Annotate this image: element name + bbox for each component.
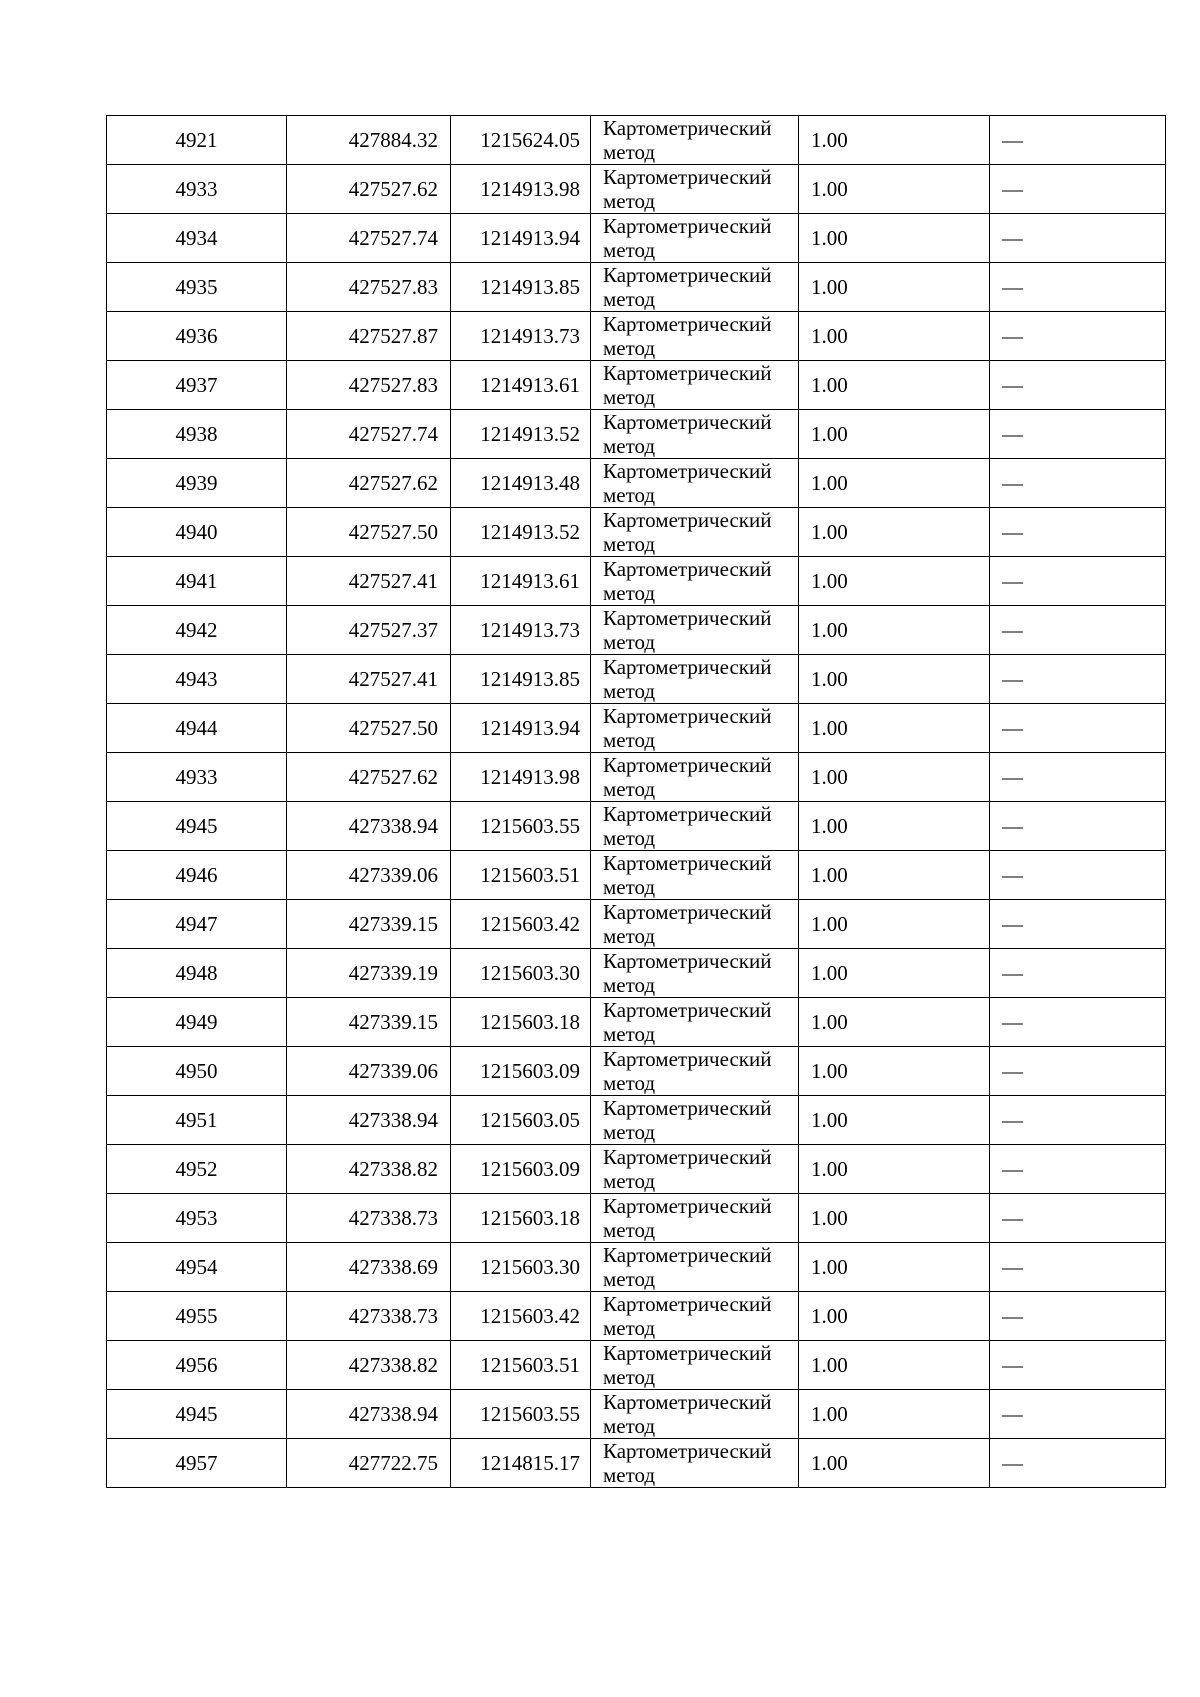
x-coordinate-cell: 427527.74 xyxy=(287,410,451,459)
point-number-cell: 4939 xyxy=(107,459,287,508)
table-row xyxy=(107,851,1166,900)
table-row xyxy=(107,116,1166,165)
table-row xyxy=(107,1292,1166,1341)
accuracy-cell: 1.00 xyxy=(799,606,990,655)
method-cell: Картометрический метод xyxy=(591,361,799,410)
method-cell: Картометрический метод xyxy=(591,606,799,655)
y-coordinate-cell: 1215603.51 xyxy=(451,1341,591,1390)
x-coordinate-cell: 427527.62 xyxy=(287,165,451,214)
table-row xyxy=(107,1390,1166,1439)
point-number-cell: 4956 xyxy=(107,1341,287,1390)
x-coordinate-cell: 427527.37 xyxy=(287,606,451,655)
table-row xyxy=(107,704,1166,753)
x-coordinate-cell: 427339.15 xyxy=(287,998,451,1047)
description-cell: — xyxy=(990,214,1166,263)
table-row xyxy=(107,1341,1166,1390)
point-number-cell: 4944 xyxy=(107,704,287,753)
accuracy-cell: 1.00 xyxy=(799,410,990,459)
point-number-cell: 4946 xyxy=(107,851,287,900)
description-cell: — xyxy=(990,949,1166,998)
y-coordinate-cell: 1215624.05 xyxy=(451,116,591,165)
table-row xyxy=(107,263,1166,312)
description-cell: — xyxy=(990,606,1166,655)
method-cell: Картометрический метод xyxy=(591,1390,799,1439)
x-coordinate-cell: 427527.41 xyxy=(287,557,451,606)
table-row xyxy=(107,998,1166,1047)
point-number-cell: 4936 xyxy=(107,312,287,361)
y-coordinate-cell: 1214913.52 xyxy=(451,508,591,557)
point-number-cell: 4953 xyxy=(107,1194,287,1243)
accuracy-cell: 1.00 xyxy=(799,557,990,606)
x-coordinate-cell: 427338.69 xyxy=(287,1243,451,1292)
y-coordinate-cell: 1215603.51 xyxy=(451,851,591,900)
method-cell: Картометрический метод xyxy=(591,1341,799,1390)
y-coordinate-cell: 1215603.30 xyxy=(451,1243,591,1292)
coordinates-table-body xyxy=(107,116,1166,1488)
method-cell: Картометрический метод xyxy=(591,998,799,1047)
method-cell: Картометрический метод xyxy=(591,900,799,949)
method-cell: Картометрический метод xyxy=(591,949,799,998)
point-number-cell: 4951 xyxy=(107,1096,287,1145)
description-cell: — xyxy=(990,1047,1166,1096)
x-coordinate-cell: 427527.83 xyxy=(287,263,451,312)
accuracy-cell: 1.00 xyxy=(799,1096,990,1145)
y-coordinate-cell: 1215603.55 xyxy=(451,1390,591,1439)
point-number-cell: 4943 xyxy=(107,655,287,704)
method-cell: Картометрический метод xyxy=(591,1096,799,1145)
point-number-cell: 4948 xyxy=(107,949,287,998)
table-row xyxy=(107,900,1166,949)
table-row xyxy=(107,508,1166,557)
x-coordinate-cell: 427527.41 xyxy=(287,655,451,704)
table-row xyxy=(107,1439,1166,1488)
x-coordinate-cell: 427527.62 xyxy=(287,753,451,802)
description-cell: — xyxy=(990,1243,1166,1292)
y-coordinate-cell: 1214913.61 xyxy=(451,361,591,410)
description-cell: — xyxy=(990,1390,1166,1439)
method-cell: Картометрический метод xyxy=(591,1194,799,1243)
accuracy-cell: 1.00 xyxy=(799,312,990,361)
y-coordinate-cell: 1215603.18 xyxy=(451,1194,591,1243)
accuracy-cell: 1.00 xyxy=(799,1145,990,1194)
x-coordinate-cell: 427338.73 xyxy=(287,1292,451,1341)
description-cell: — xyxy=(990,459,1166,508)
table-row xyxy=(107,557,1166,606)
point-number-cell: 4935 xyxy=(107,263,287,312)
accuracy-cell: 1.00 xyxy=(799,165,990,214)
table-row xyxy=(107,1145,1166,1194)
x-coordinate-cell: 427884.32 xyxy=(287,116,451,165)
method-cell: Картометрический метод xyxy=(591,165,799,214)
description-cell: — xyxy=(990,116,1166,165)
y-coordinate-cell: 1215603.18 xyxy=(451,998,591,1047)
description-cell: — xyxy=(990,508,1166,557)
y-coordinate-cell: 1214913.52 xyxy=(451,410,591,459)
description-cell: — xyxy=(990,704,1166,753)
point-number-cell: 4940 xyxy=(107,508,287,557)
point-number-cell: 4952 xyxy=(107,1145,287,1194)
y-coordinate-cell: 1215603.55 xyxy=(451,802,591,851)
description-cell: — xyxy=(990,802,1166,851)
y-coordinate-cell: 1214913.48 xyxy=(451,459,591,508)
accuracy-cell: 1.00 xyxy=(799,851,990,900)
description-cell: — xyxy=(990,1194,1166,1243)
y-coordinate-cell: 1214913.94 xyxy=(451,214,591,263)
y-coordinate-cell: 1214913.85 xyxy=(451,655,591,704)
x-coordinate-cell: 427338.94 xyxy=(287,1096,451,1145)
accuracy-cell: 1.00 xyxy=(799,655,990,704)
method-cell: Картометрический метод xyxy=(591,802,799,851)
coordinates-table xyxy=(106,115,1166,1488)
table-row xyxy=(107,753,1166,802)
description-cell: — xyxy=(990,1096,1166,1145)
point-number-cell: 4949 xyxy=(107,998,287,1047)
accuracy-cell: 1.00 xyxy=(799,508,990,557)
x-coordinate-cell: 427339.06 xyxy=(287,1047,451,1096)
table-row xyxy=(107,214,1166,263)
description-cell: — xyxy=(990,361,1166,410)
y-coordinate-cell: 1215603.42 xyxy=(451,900,591,949)
method-cell: Картометрический метод xyxy=(591,655,799,704)
method-cell: Картометрический метод xyxy=(591,704,799,753)
table-row xyxy=(107,1243,1166,1292)
y-coordinate-cell: 1214913.98 xyxy=(451,165,591,214)
method-cell: Картометрический метод xyxy=(591,116,799,165)
x-coordinate-cell: 427338.82 xyxy=(287,1341,451,1390)
table-row xyxy=(107,1047,1166,1096)
y-coordinate-cell: 1214913.98 xyxy=(451,753,591,802)
accuracy-cell: 1.00 xyxy=(799,1194,990,1243)
method-cell: Картометрический метод xyxy=(591,459,799,508)
point-number-cell: 4942 xyxy=(107,606,287,655)
description-cell: — xyxy=(990,312,1166,361)
method-cell: Картометрический метод xyxy=(591,1439,799,1488)
y-coordinate-cell: 1215603.09 xyxy=(451,1145,591,1194)
accuracy-cell: 1.00 xyxy=(799,1292,990,1341)
accuracy-cell: 1.00 xyxy=(799,1390,990,1439)
method-cell: Картометрический метод xyxy=(591,1145,799,1194)
x-coordinate-cell: 427338.94 xyxy=(287,802,451,851)
point-number-cell: 4934 xyxy=(107,214,287,263)
x-coordinate-cell: 427339.19 xyxy=(287,949,451,998)
accuracy-cell: 1.00 xyxy=(799,704,990,753)
point-number-cell: 4938 xyxy=(107,410,287,459)
description-cell: — xyxy=(990,851,1166,900)
y-coordinate-cell: 1215603.05 xyxy=(451,1096,591,1145)
x-coordinate-cell: 427527.83 xyxy=(287,361,451,410)
description-cell: — xyxy=(990,557,1166,606)
point-number-cell: 4945 xyxy=(107,802,287,851)
y-coordinate-cell: 1215603.42 xyxy=(451,1292,591,1341)
point-number-cell: 4957 xyxy=(107,1439,287,1488)
table-row xyxy=(107,361,1166,410)
accuracy-cell: 1.00 xyxy=(799,1243,990,1292)
y-coordinate-cell: 1215603.09 xyxy=(451,1047,591,1096)
accuracy-cell: 1.00 xyxy=(799,753,990,802)
method-cell: Картометрический метод xyxy=(591,851,799,900)
x-coordinate-cell: 427338.82 xyxy=(287,1145,451,1194)
description-cell: — xyxy=(990,1439,1166,1488)
method-cell: Картометрический метод xyxy=(591,753,799,802)
table-row xyxy=(107,312,1166,361)
x-coordinate-cell: 427527.87 xyxy=(287,312,451,361)
description-cell: — xyxy=(990,410,1166,459)
point-number-cell: 4954 xyxy=(107,1243,287,1292)
description-cell: — xyxy=(990,900,1166,949)
accuracy-cell: 1.00 xyxy=(799,1047,990,1096)
y-coordinate-cell: 1214913.94 xyxy=(451,704,591,753)
description-cell: — xyxy=(990,165,1166,214)
point-number-cell: 4947 xyxy=(107,900,287,949)
method-cell: Картометрический метод xyxy=(591,1243,799,1292)
table-row xyxy=(107,802,1166,851)
description-cell: — xyxy=(990,1145,1166,1194)
x-coordinate-cell: 427722.75 xyxy=(287,1439,451,1488)
x-coordinate-cell: 427527.50 xyxy=(287,704,451,753)
accuracy-cell: 1.00 xyxy=(799,802,990,851)
method-cell: Картометрический метод xyxy=(591,214,799,263)
method-cell: Картометрический метод xyxy=(591,508,799,557)
table-row xyxy=(107,165,1166,214)
accuracy-cell: 1.00 xyxy=(799,998,990,1047)
point-number-cell: 4955 xyxy=(107,1292,287,1341)
y-coordinate-cell: 1214913.61 xyxy=(451,557,591,606)
accuracy-cell: 1.00 xyxy=(799,1341,990,1390)
y-coordinate-cell: 1214913.73 xyxy=(451,312,591,361)
description-cell: — xyxy=(990,655,1166,704)
table-row xyxy=(107,606,1166,655)
point-number-cell: 4921 xyxy=(107,116,287,165)
method-cell: Картометрический метод xyxy=(591,1292,799,1341)
y-coordinate-cell: 1214913.85 xyxy=(451,263,591,312)
x-coordinate-cell: 427338.94 xyxy=(287,1390,451,1439)
table-row xyxy=(107,655,1166,704)
accuracy-cell: 1.00 xyxy=(799,263,990,312)
accuracy-cell: 1.00 xyxy=(799,1439,990,1488)
point-number-cell: 4937 xyxy=(107,361,287,410)
x-coordinate-cell: 427527.74 xyxy=(287,214,451,263)
method-cell: Картометрический метод xyxy=(591,312,799,361)
description-cell: — xyxy=(990,1341,1166,1390)
description-cell: — xyxy=(990,1292,1166,1341)
description-cell: — xyxy=(990,998,1166,1047)
y-coordinate-cell: 1214815.17 xyxy=(451,1439,591,1488)
point-number-cell: 4950 xyxy=(107,1047,287,1096)
point-number-cell: 4933 xyxy=(107,753,287,802)
table-row xyxy=(107,949,1166,998)
table-row xyxy=(107,1096,1166,1145)
y-coordinate-cell: 1214913.73 xyxy=(451,606,591,655)
accuracy-cell: 1.00 xyxy=(799,900,990,949)
table-row xyxy=(107,459,1166,508)
accuracy-cell: 1.00 xyxy=(799,116,990,165)
description-cell: — xyxy=(990,263,1166,312)
accuracy-cell: 1.00 xyxy=(799,214,990,263)
x-coordinate-cell: 427339.06 xyxy=(287,851,451,900)
point-number-cell: 4941 xyxy=(107,557,287,606)
x-coordinate-cell: 427339.15 xyxy=(287,900,451,949)
x-coordinate-cell: 427527.62 xyxy=(287,459,451,508)
x-coordinate-cell: 427338.73 xyxy=(287,1194,451,1243)
table-row xyxy=(107,1194,1166,1243)
method-cell: Картометрический метод xyxy=(591,410,799,459)
point-number-cell: 4933 xyxy=(107,165,287,214)
method-cell: Картометрический метод xyxy=(591,263,799,312)
method-cell: Картометрический метод xyxy=(591,1047,799,1096)
table-row xyxy=(107,410,1166,459)
method-cell: Картометрический метод xyxy=(591,557,799,606)
accuracy-cell: 1.00 xyxy=(799,459,990,508)
description-cell: — xyxy=(990,753,1166,802)
accuracy-cell: 1.00 xyxy=(799,361,990,410)
point-number-cell: 4945 xyxy=(107,1390,287,1439)
x-coordinate-cell: 427527.50 xyxy=(287,508,451,557)
y-coordinate-cell: 1215603.30 xyxy=(451,949,591,998)
accuracy-cell: 1.00 xyxy=(799,949,990,998)
